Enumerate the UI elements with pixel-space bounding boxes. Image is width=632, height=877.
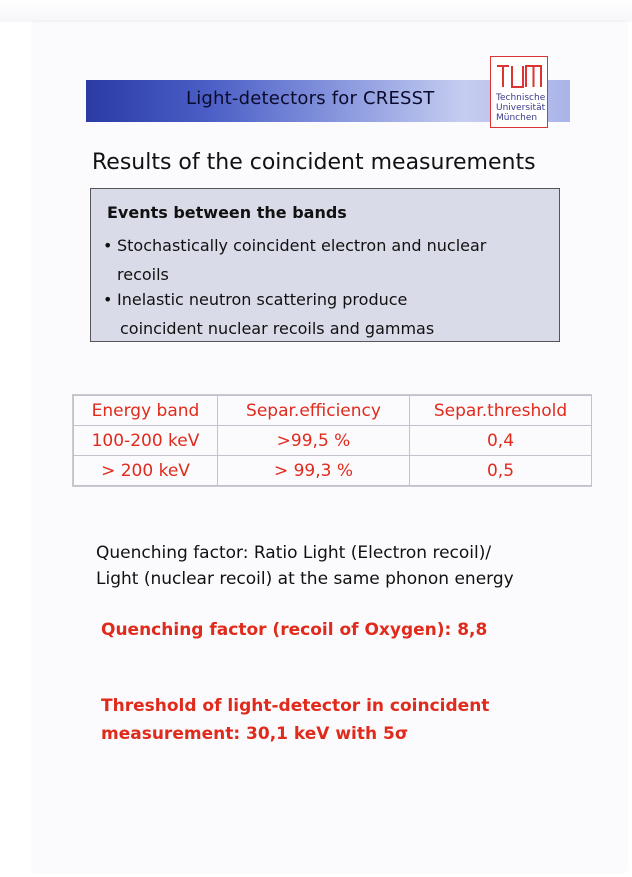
table-row [74,426,592,456]
quenching-result: Quenching factor (recoil of Oxygen): 8,8 [101,620,488,640]
logo-line-1: Technische [496,93,546,103]
quenching-definition-line: Light (nuclear recoil) at the same phonon energy [96,569,514,589]
table-cell: > 99,3 % [218,456,410,486]
threshold-line: measurement: 30,1 keV with 5σ [101,724,409,744]
table-cell: > 200 keV [74,456,218,486]
threshold-statement [101,692,489,748]
threshold-line: Threshold of light-detector in coincident [101,696,490,716]
quenching-definition-line: Quenching factor: Ratio Light (Electron recoil)/ [96,543,492,563]
header-title: Light-detectors for CRESST [186,88,435,109]
bullet-text: Stochastically coincident electron and nuclear [117,236,487,255]
table-header-row [74,396,592,426]
table-row [74,456,592,486]
tum-logo-icon [495,63,543,89]
logo-text [496,93,545,123]
tum-logo [490,56,548,128]
bullet-text: coincident nuclear recoils and gammas [120,319,435,338]
table-header-cell: Separ.threshold [410,396,592,426]
top-edge [0,0,632,22]
table-cell: 0,5 [410,456,592,486]
bullet-icon: • [103,236,113,255]
table-header-cell: Separ.efficiency [218,396,410,426]
events-title: Events between the bands [107,203,347,222]
logo-line-2: Universität [496,103,546,113]
quenching-definition [96,540,514,592]
bullet-text: recoils [117,265,169,284]
table-cell: >99,5 % [218,426,410,456]
table-header-cell: Energy band [74,396,218,426]
bullet-icon: • [103,290,113,309]
events-box [90,188,560,342]
page-title: Results of the coincident measurements [92,150,536,175]
table-cell: 100-200 keV [74,426,218,456]
logo-line-3: München [496,113,538,123]
table-cell: 0,4 [410,426,592,456]
results-table [72,394,592,487]
bullet-text: Inelastic neutron scattering produce [117,290,408,309]
